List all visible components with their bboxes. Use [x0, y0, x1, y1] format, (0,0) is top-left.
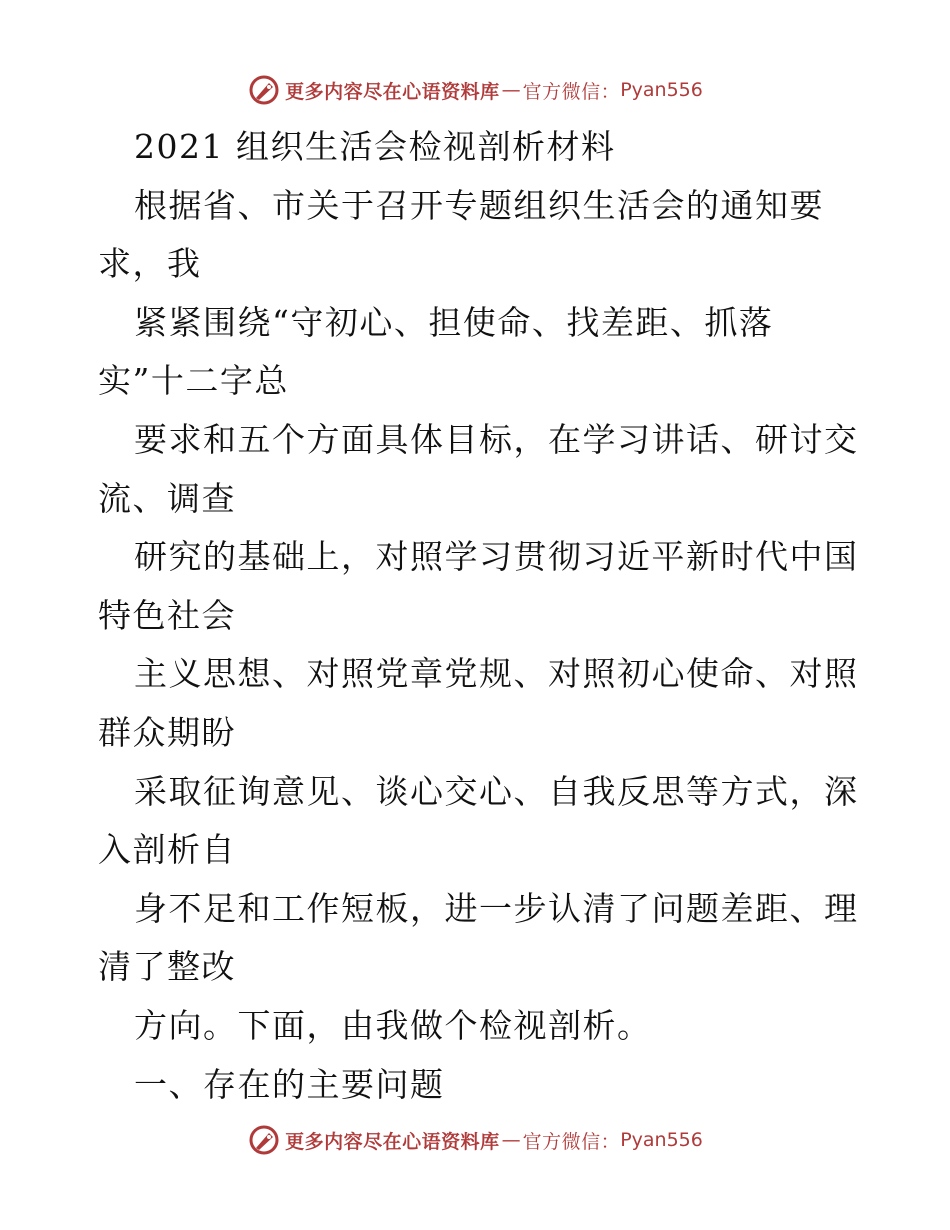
document-body: [98, 118, 868, 1114]
paragraph-line: 清了整改: [98, 947, 236, 987]
paragraph-line: 主义思想、对照党章党规、对照初心使命、对照: [134, 654, 859, 694]
paragraph-line: 身不足和工作短板，进一步认清了问题差距、理: [134, 888, 859, 928]
paragraph-line: 实”十二字总: [98, 361, 289, 401]
header-watermark: [0, 70, 950, 110]
paragraph-line: 根据省、市关于召开专题组织生活会的通知要: [134, 185, 824, 225]
watermark-wechat-id: Pyan556: [620, 1129, 703, 1151]
footer-watermark: [0, 1120, 950, 1160]
paragraph-line: 求，我: [98, 244, 202, 284]
paragraph-line: 特色社会: [98, 595, 236, 635]
paragraph-line: 方向。下面，由我做个检视剖析。: [134, 1005, 652, 1045]
paragraph-line: 入剖析自: [98, 830, 236, 870]
watermark-brand: 更多内容尽在心语资料库: [285, 80, 500, 103]
section-heading: 一、存在的主要问题: [134, 1064, 445, 1104]
paragraph-line: 研究的基础上，对照学习贯彻习近平新时代中国: [134, 537, 859, 577]
watermark-wechat-label: 官方微信：: [522, 1130, 621, 1153]
paragraph-line: 流、调查: [98, 478, 236, 518]
watermark-wechat-id: Pyan556: [620, 79, 703, 101]
document-title: 2021 组织生活会检视剖析材料: [134, 127, 616, 166]
watermark-brand: 更多内容尽在心语资料库: [285, 1130, 500, 1153]
watermark-separator: —: [501, 1129, 521, 1151]
paragraph-line: 群众期盼: [98, 712, 236, 752]
paragraph-line: 要求和五个方面具体目标，在学习讲话、研讨交: [134, 419, 859, 459]
watermark-wechat-label: 官方微信：: [522, 80, 621, 103]
watermark-separator: —: [501, 79, 521, 101]
paragraph-line: 紧紧围绕“守初心、担使命、找差距、抓落: [134, 302, 774, 342]
paragraph-line: 采取征询意见、谈心交心、自我反思等方式，深: [134, 771, 859, 811]
pen-nib-logo-icon: [247, 1123, 281, 1157]
pen-nib-logo-icon: [247, 73, 281, 107]
